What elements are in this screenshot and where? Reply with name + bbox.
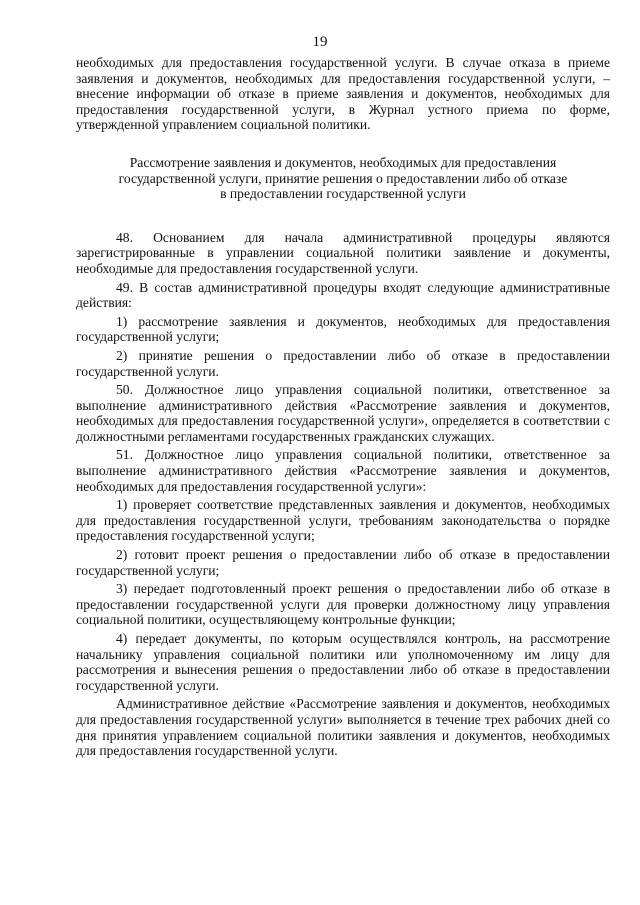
paragraph-49: 49. В состав административной процедуры входят следующие административные действия: xyxy=(76,279,610,311)
list-item-51-3: 3) передает подготовленный проект решения о предоставлении либо об отказе в предоставлении государственной услуги для проверки должностному лицу управления социальной политики, осуществляющему контрольные функции; xyxy=(76,581,610,628)
closing-paragraph: Административное действие «Рассмотрение заявления и документов, необходимых для предоставления государственной услуги» выполняется в течение трех рабочих дней со дня принятия управлением социальной политики заявления и документов, необходимых для предоставления государственной услуги. xyxy=(76,696,610,759)
section-heading xyxy=(76,155,610,202)
continuation-paragraph: необходимых для предоставления государственной услуги. В случае отказа в приеме заявления и документов, необходимых для предоставления государственной услуги, – внесение информации об отказе в приеме заявления и документов, необходимых для предоставления государственной услуги, в Журнал устного приема по форме, утвержденной управлением социальной политики. xyxy=(76,55,610,133)
paragraph-51: 51. Должностное лицо управления социальной политики, ответственное за выполнение административного действия «Рассмотрение заявления и документов, необходимых для предоставления государственной услуги»: xyxy=(76,447,610,494)
document-body xyxy=(76,55,610,759)
list-item-51-1: 1) проверяет соответствие представленных заявления и документов, необходимых для предоставления государственной услуги, требованиям законодательства о порядке предоставления государственной услуги; xyxy=(76,497,610,544)
list-item-51-4: 4) передает документы, по которым осуществлялся контроль, на рассмотрение начальнику управления социальной политики или уполномоченному им лицу для рассмотрения и вынесения решения о предоставлении либо об отказе в предоставлении государственной услуги. xyxy=(76,631,610,693)
paragraph-50: 50. Должностное лицо управления социальной политики, ответственное за выполнение административного действия «Рассмотрение заявления и документов, необходимых для предоставления государственной услуги», определяется в соответствии с должностными регламентами государственных гражданских служащих. xyxy=(76,382,610,444)
list-item-49-2: 2) принятие решения о предоставлении либо об отказе в предоставлении государственной услуги. xyxy=(76,347,610,379)
list-item-51-2: 2) готовит проект решения о предоставлении либо об отказе в предоставлении государственной услуги; xyxy=(76,547,610,578)
list-item-49-1: 1) рассмотрение заявления и документов, необходимых для предоставления государственной услуги; xyxy=(76,313,610,345)
section-heading-line: государственной услуги, принятие решения о предоставлении либо об отказе xyxy=(118,170,568,186)
section-heading-line: Рассмотрение заявления и документов, необходимых для предоставления xyxy=(129,154,557,170)
page-number: 19 xyxy=(312,34,328,50)
section-heading-line: в предоставлении государственной услуги xyxy=(220,186,466,202)
paragraph-48: 48. Основанием для начала административной процедуры являются зарегистрированные в управлении социальной политики заявление и документы, необходимые для предоставления государственной услуги. xyxy=(76,229,610,276)
